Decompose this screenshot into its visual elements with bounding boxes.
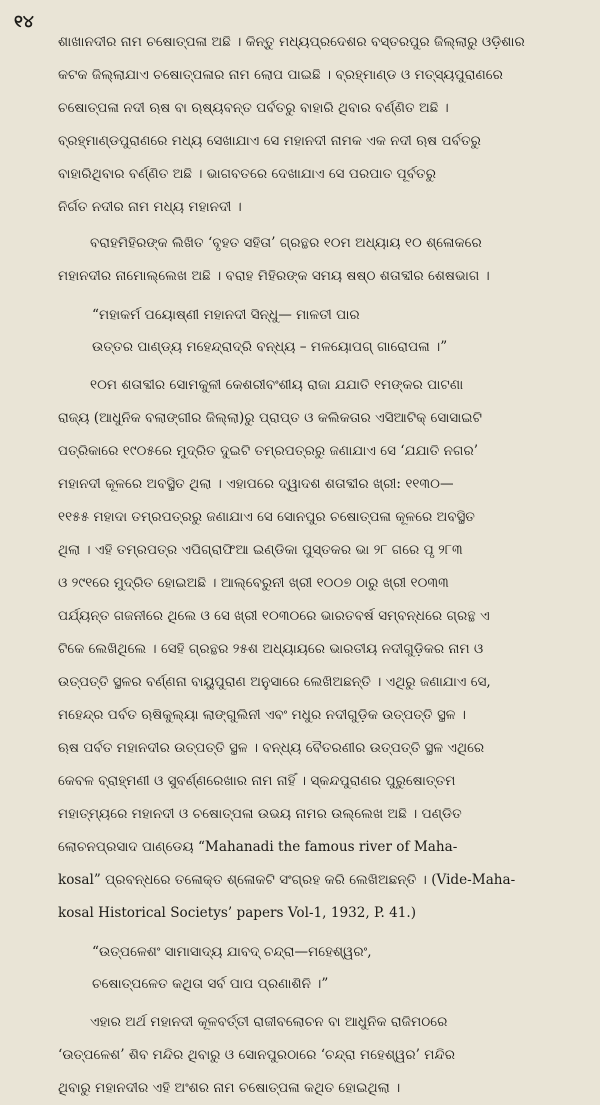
text-line: ଚଷୋତ୍ପଳା ନଦୀ ଋଷ ବା ଋଷ୍ୟବନ୍ତ ପର୍ବତରୁ ବାହାରି ଥିବାର ବର୍ଣ୍ଣିତ ଅଛି । [58, 100, 449, 116]
text-line: ଲୋଚନପ୍ରସାଦ ପାଣ୍ଡେୟ “Mahanadi the famous river of Maha- [58, 839, 458, 855]
paragraph [58, 369, 564, 930]
text-line: ମହାନଦୀର ନାମୋଲ୍ଲେଖ ଅଛି । ବରାହ ମିହିରଙ୍କ ସମୟ ଷଷ୍ଠ ଶତାବ୍ଦୀର ଶେଷଭାଗ । [58, 268, 490, 284]
paragraph [58, 227, 564, 293]
text-line: ବରାହମିହିରଙ୍କ ଲିଖିତ ‘ବୃହତ ସହିତା’ ଗ୍ରନ୍ଥର ୧୦ମ ଅଧ୍ୟାୟ ୧୦ ଶ୍ଳୋକରେ [90, 235, 482, 251]
text-line: ଶାଖାନଦୀର ନାମ ଚଷୋତ୍ପଳା ଅଛି । କିନ୍ତୁ ମଧ୍ୟପ୍ରଦେଶର ବସ୍ତରପୁର ଜିଲ୍ଲାରୁ ଓଡ଼ିଶାର [58, 34, 525, 50]
text-line: ନିର୍ଗତ ନଦୀର ନାମ ମଧ୍ୟ ମହାନଦୀ । [58, 199, 242, 215]
text-line: ପର୍ଯ୍ୟନ୍ତ ଗଜନୀରେ ଥିଲେ ଓ ସେ ଖ୍ରୀ ୧୦୩୦ରେ ଭାରତବର୍ଷ ସମ୍ବନ୍ଧରେ ଗ୍ରନ୍ଥ ଏ [58, 608, 490, 624]
text-line: kosal” ପ୍ରବନ୍ଧରେ ତଳୋକ୍ତ ଶ୍ଳୋକଟି ସଂଗ୍ରହ କରି ଲେଖିଅଛନ୍ତି । (Vide-Maha- [58, 872, 516, 888]
text-line: ଥିବାରୁ ମହାନଦୀର ଏହି ଅଂଶର ନାମ ଚଷୋତ୍ପଳା କଥିତ ହୋଇଥିଲା । [58, 1080, 401, 1096]
text-line: ୧୧୫୫ ମହାଦା ତମ୍ରପତ୍ରରୁ ଜଣାଯାଏ ସେ ସୋନପୁର ଚଷୋତ୍ପଳା କୂଳରେ ଅବସ୍ଥିତ [58, 509, 475, 525]
text-line: kosal Historical Societys’ papers Vol-1, 1932, P. 41.) [58, 905, 417, 921]
text-line: ଓ ୨୯୧ରେ ମୁଦ୍ରିତ ହୋଇଅଛି । ଆଲ୍‌ବେରୁନୀ ଖ୍ରୀ ୧୦୦୭ ଠାରୁ ଖ୍ରୀ ୧୦୩୩ [58, 575, 449, 591]
text-line: “ମହାକର୍ମ ପୟୋଷ୍ଣୀ ମହାନଦୀ ସିନ୍ଧୁ— ମାଳତୀ ପାର [92, 307, 360, 323]
text-line: ମହାତ୍ମ୍ୟରେ ମହାନଦୀ ଓ ଚଷୋତ୍ପଳା ଉଭୟ ନାମର ଉଲ୍ଲେଖ ଅଛି । ପଣ୍ଡିତ [58, 806, 462, 822]
text-line: କଟକ ଜିଲ୍ଲାଯାଏ ଚଷୋତ୍ପଳାର ନାମ ଲୋପ ପାଇଛି । ବ୍ରହ୍ମାଣ୍ଡ ଓ ମତ୍ସ୍ୟପୁରାଣରେ [58, 67, 503, 83]
text-line: ଋଷ ପର୍ବତ ମହାନଦୀର ଉତ୍ପତ୍ତି ସ୍ଥଳ । ବନ୍ଧ୍ୟ ବୈତରଣୀର ଉତ୍ପତ୍ତି ସ୍ଥଳ ଏଥିରେ [58, 740, 485, 756]
text-line: ଏହାର ଅର୍ଥ ମହାନଦୀ କୂଳବର୍ତ୍ତୀ ରାଜୀବଲୋଚନ ବା ଆଧୁନିକ ରାଜିମଠରେ [90, 1014, 448, 1030]
paragraph [58, 26, 564, 224]
text-line: ‘ଉତ୍ପଳେଶ’ ଶିବ ମନ୍ଦିର ଥିବାରୁ ଓ ସୋନପୁରଠାରେ ‘ଚନ୍ଦ୍ରା ମହେଶ୍ୱର’ ମନ୍ଦିର [58, 1047, 456, 1063]
text-body [58, 26, 564, 1105]
page-number: ୧୪ [14, 12, 34, 32]
verse-block [58, 936, 564, 1000]
text-line: “ଉତ୍ପଳେଶଂ ସାମାସାଦ୍ୟ ଯାବଦ୍ ଚନ୍ଦ୍ରା—ମହେଶ୍ୱରଂ, [92, 944, 372, 960]
text-line: ଉତ୍ପତ୍ତି ସ୍ଥଳର ବର୍ଣ୍ଣନା ବାୟୁପୁରାଣ ଅନୁସାରେ ଲେଖିଅଛନ୍ତି । ଏଥିରୁ ଜଣାଯାଏ ସେ, [58, 674, 491, 690]
text-line: ଉତ୍ତର ପାଣ୍ଡ୍ୟ ମହେନ୍ଦ୍ରାଦ୍ରି ବନ୍ଧ୍ୟ – ମଳୟୋପଗ୍ ଗାରୋପଳା ।” [92, 339, 448, 355]
text-line: ପତ୍ରିକାରେ ୧୯୦୫ରେ ମୁଦ୍ରିତ ଦୁଇଟି ତମ୍ରପତ୍ରରୁ ଜଣାଯାଏ ସେ ‘ଯଯାତି ନଗର’ [58, 443, 479, 459]
text-line: ବାହାରିଥିବାର ବର୍ଣ୍ଣିତ ଅଛି । ଭାଗବତରେ ଦେଖାଯାଏ ସେ ପରପାତ ପୂର୍ବତରୁ [58, 166, 437, 182]
text-line: ଚଷୋତ୍ପଳେତ କଥିତା ସର୍ବ ପାପ ପ୍ରଣାଶିନି ।” [92, 976, 329, 992]
text-line: ଟିକେ ଲେଖିଥିଲେ । ସେହି ଗ୍ରନ୍ଥର ୨୫ଶ ଅଧ୍ୟାୟରେ ଭାରତୀୟ ନଦୀଗୁଡ଼ିକର ନାମ ଓ [58, 641, 484, 657]
text-line: କେବଳ ବ୍ରାହ୍ମଣୀ ଓ ସୁବର୍ଣ୍ଣରେଖାର ନାମ ନାହିଁ । ସ୍କନ୍ଦପୁରାଣର ପୁରୁଷୋତ୍ତମ [58, 773, 456, 789]
text-line: ବ୍ରହ୍ମାଣ୍ଡପୁରାଣରେ ମଧ୍ୟ ସେଖାଯାଏ ସେ ମହାନଦୀ ନାମକ ଏକ ନଦୀ ଋଷ ପର୍ବତରୁ [58, 133, 481, 149]
paragraph [58, 1006, 564, 1105]
text-line: ମହାନଦୀ କୂଳରେ ଅବସ୍ଥିତ ଥିଲା । ଏହାପରେ ଦ୍ୱାଦଶ ଶତାବ୍ଦୀର ଖ୍ରୀ: ୧୧୩୦— [58, 476, 454, 492]
text-line: ୧୦ମ ଶତାବ୍ଦୀର ସୋମକୁଳୀ କେଶରୀବଂଶୀୟ ରାଜା ଯଯାତି ୧ମଙ୍କର ପାଟଣା [90, 377, 464, 393]
verse-block [58, 299, 564, 363]
text-line: ଥିଲା । ଏହି ତମ୍ରପତ୍ର ଏପିଗ୍ରାଫିଆ ଇଣ୍ଡିକା ପୁସ୍ତକର ଭା ୨୮ ଗରେ ପୃ ୨୮୩ [58, 542, 463, 558]
text-line: ରାଜ୍ୟ (ଆଧୁନିକ ବଲାଙ୍ଗୀର ଜିଲ୍ଲା)ରୁ ପ୍ରାପ୍ତ ଓ କଲିକତାର ଏସିଆଟିକ୍ ସୋସାଇଟି [58, 410, 483, 426]
text-line: ମହେନ୍ଦ୍ର ପର୍ବତ ଋଷିକୁଲ୍ୟା ଲାଙ୍ଗୁଲିନୀ ଏବଂ ମଧୁର ନଦୀଗୁଡ଼ିକ ଉତ୍ପତ୍ତି ସ୍ଥଳ । [58, 707, 466, 723]
